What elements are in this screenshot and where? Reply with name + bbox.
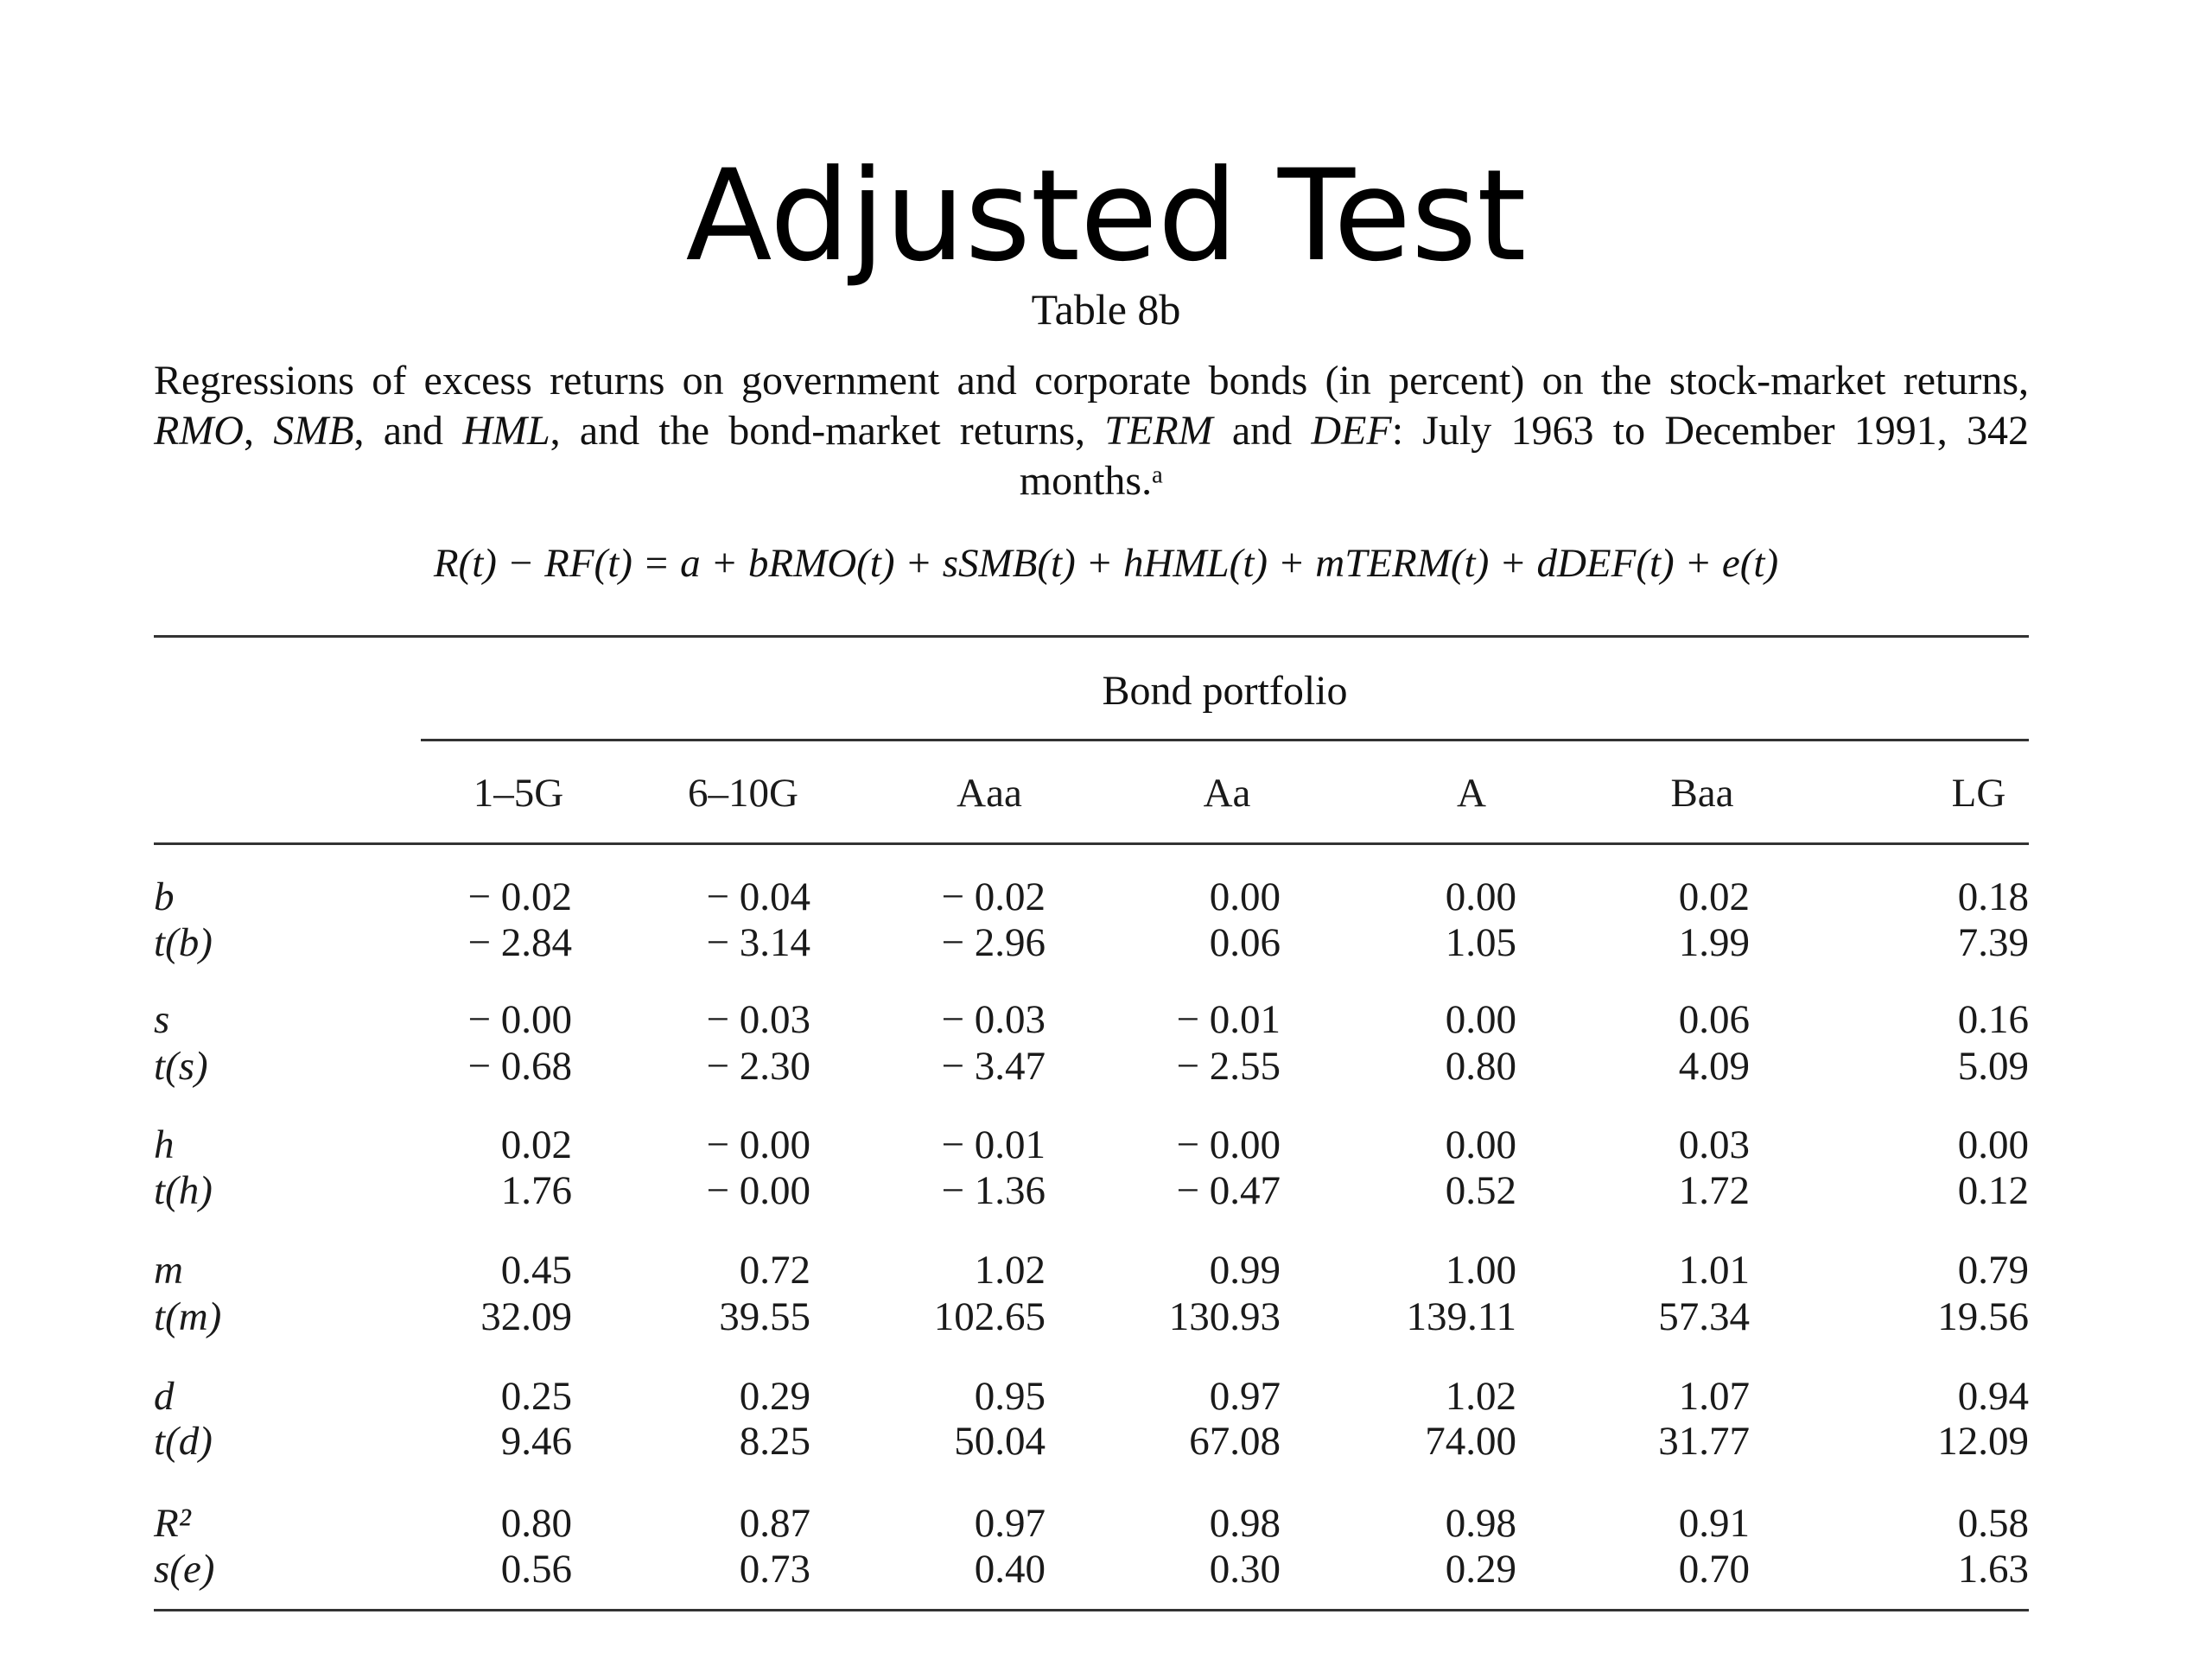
table-cell: 0.56 — [500, 1547, 572, 1592]
table-cell: 67.08 — [1189, 1419, 1281, 1464]
row-label: t(d) — [154, 1419, 213, 1464]
table-cell: 12.09 — [1937, 1419, 2029, 1464]
table-cell: − 0.01 — [1176, 997, 1281, 1042]
table-cell: 0.87 — [739, 1501, 810, 1546]
table-cell: 0.97 — [974, 1501, 1046, 1546]
table-cell: 0.40 — [974, 1547, 1046, 1592]
table-cell: − 0.03 — [941, 997, 1046, 1042]
column-header: 1–5G — [473, 771, 564, 816]
table-cell: 0.02 — [1678, 874, 1750, 919]
table-cell: 0.00 — [1209, 874, 1281, 919]
table-cell: 74.00 — [1425, 1419, 1516, 1464]
regression-equation: R(t) − RF(t) = a + bRMO(t) + sSMB(t) + hHML(t) + mTERM(t) + dDEF(t) + e(t) — [433, 541, 1779, 586]
row-label: R² — [154, 1501, 191, 1546]
row-label: s(e) — [154, 1547, 215, 1592]
table-cell: 0.99 — [1209, 1248, 1281, 1293]
row-label: s — [154, 997, 170, 1042]
table-cell: 0.06 — [1678, 997, 1750, 1042]
table-cell: − 0.02 — [467, 874, 572, 919]
table-cell: − 2.30 — [706, 1044, 810, 1089]
table-cell: 8.25 — [739, 1419, 810, 1464]
table-cell: 0.97 — [1209, 1374, 1281, 1419]
table-cell: 32.09 — [480, 1294, 572, 1339]
table-cell: 0.00 — [1445, 997, 1516, 1042]
table-cell: 0.91 — [1678, 1501, 1750, 1546]
table-cell: 0.98 — [1209, 1501, 1281, 1546]
table-bottom-rule — [154, 1609, 2029, 1611]
table-cell: 0.06 — [1209, 920, 1281, 965]
header-rule — [154, 842, 2029, 845]
table-cell: 0.29 — [1445, 1547, 1516, 1592]
table-cell: − 0.00 — [467, 997, 572, 1042]
row-label: b — [154, 874, 175, 919]
slide-title: Adjusted Test — [685, 143, 1527, 289]
table-cell: 39.55 — [719, 1294, 810, 1339]
table-cell: 1.02 — [974, 1248, 1046, 1293]
column-header: 6–10G — [688, 771, 798, 816]
column-header: Aaa — [957, 771, 1022, 816]
table-cell: − 1.36 — [941, 1168, 1046, 1213]
table-cell: 1.05 — [1445, 920, 1516, 965]
table-cell: 1.01 — [1678, 1248, 1750, 1293]
table-cell: 0.94 — [1957, 1374, 2029, 1419]
table-cell: 57.34 — [1658, 1294, 1750, 1339]
table-cell: 0.52 — [1445, 1168, 1516, 1213]
table-cell: 0.58 — [1957, 1501, 2029, 1546]
row-label: h — [154, 1122, 175, 1167]
table-cell: 130.93 — [1168, 1294, 1281, 1339]
table-cell: − 0.68 — [467, 1044, 572, 1089]
table-cell: 9.46 — [500, 1419, 572, 1464]
table-cell: 0.80 — [1445, 1044, 1516, 1089]
row-label: t(m) — [154, 1294, 222, 1339]
table-cell: 1.07 — [1678, 1374, 1750, 1419]
table-cell: 0.02 — [500, 1122, 572, 1167]
table-cell: 0.95 — [974, 1374, 1046, 1419]
row-label: d — [154, 1374, 175, 1419]
table-cell: − 0.47 — [1176, 1168, 1281, 1213]
caption-line-2: returns, RMO, SMB, and HML, and the bond-market returns, TERM and DEF: July 1963 to — [154, 358, 2030, 454]
table-cell: − 2.84 — [467, 920, 572, 965]
table-cell: 139.11 — [1406, 1294, 1516, 1339]
table-cell: − 0.02 — [941, 874, 1046, 919]
table-cell: 0.98 — [1445, 1501, 1516, 1546]
table-cell: 0.72 — [739, 1248, 810, 1293]
table-cell: 1.72 — [1678, 1168, 1750, 1213]
table-cell: 0.03 — [1678, 1122, 1750, 1167]
table-cell: − 3.47 — [941, 1044, 1046, 1089]
table-cell: 0.73 — [739, 1547, 810, 1592]
table-cell: 0.30 — [1209, 1547, 1281, 1592]
row-label: t(h) — [154, 1168, 213, 1213]
table-cell: − 0.00 — [706, 1122, 810, 1167]
table-label: Table 8b — [1031, 285, 1181, 334]
table-cell: − 0.01 — [941, 1122, 1046, 1167]
table-cell: 0.70 — [1678, 1547, 1750, 1592]
table-cell: 19.56 — [1937, 1294, 2029, 1339]
table-cell: 102.65 — [933, 1294, 1046, 1339]
column-header: A — [1457, 771, 1486, 816]
table-cell: 4.09 — [1678, 1044, 1750, 1089]
table-cell: 1.99 — [1678, 920, 1750, 965]
table-top-rule — [154, 635, 2029, 638]
table-cell: 31.77 — [1658, 1419, 1750, 1464]
table-cell: 0.00 — [1445, 874, 1516, 919]
table-cell: 0.45 — [500, 1248, 572, 1293]
table-cell: − 0.00 — [706, 1168, 810, 1213]
table-cell: − 2.55 — [1176, 1044, 1281, 1089]
caption-line-3: December 1991, 342 months.ᵃ — [1019, 408, 2030, 504]
table-cell: 7.39 — [1957, 920, 2029, 965]
table-cell: 0.12 — [1957, 1168, 2029, 1213]
table-cell: − 0.03 — [706, 997, 810, 1042]
row-label: m — [154, 1248, 183, 1293]
table-cell: − 0.00 — [1176, 1122, 1281, 1167]
table-cell: − 2.96 — [941, 920, 1046, 965]
table-cell: − 0.04 — [706, 874, 810, 919]
table-cell: 0.25 — [500, 1374, 572, 1419]
table-cell: 0.16 — [1957, 997, 2029, 1042]
table-cell: 1.02 — [1445, 1374, 1516, 1419]
group-header-rule — [421, 739, 2029, 741]
column-header: Aa — [1203, 771, 1251, 816]
column-header: LG — [1951, 771, 2006, 816]
caption-line-1: Regressions of excess returns on government and corporate bonds (in percent) on the stock-market — [154, 358, 1886, 404]
table-cell: 1.00 — [1445, 1248, 1516, 1293]
table-cell: 0.29 — [739, 1374, 810, 1419]
table-cell: − 3.14 — [706, 920, 810, 965]
table-cell: 0.79 — [1957, 1248, 2029, 1293]
table-caption — [154, 356, 2029, 506]
column-header: Baa — [1670, 771, 1734, 816]
table-cell: 0.80 — [500, 1501, 572, 1546]
table-cell: 0.00 — [1445, 1122, 1516, 1167]
table-cell: 0.00 — [1957, 1122, 2029, 1167]
table-cell: 50.04 — [954, 1419, 1046, 1464]
group-header: Bond portfolio — [1102, 668, 1348, 714]
row-label: t(b) — [154, 920, 213, 965]
table-cell: 5.09 — [1957, 1044, 2029, 1089]
table-cell: 0.18 — [1957, 874, 2029, 919]
table-cell: 1.63 — [1957, 1547, 2029, 1592]
table-cell: 1.76 — [500, 1168, 572, 1213]
row-label: t(s) — [154, 1044, 208, 1089]
